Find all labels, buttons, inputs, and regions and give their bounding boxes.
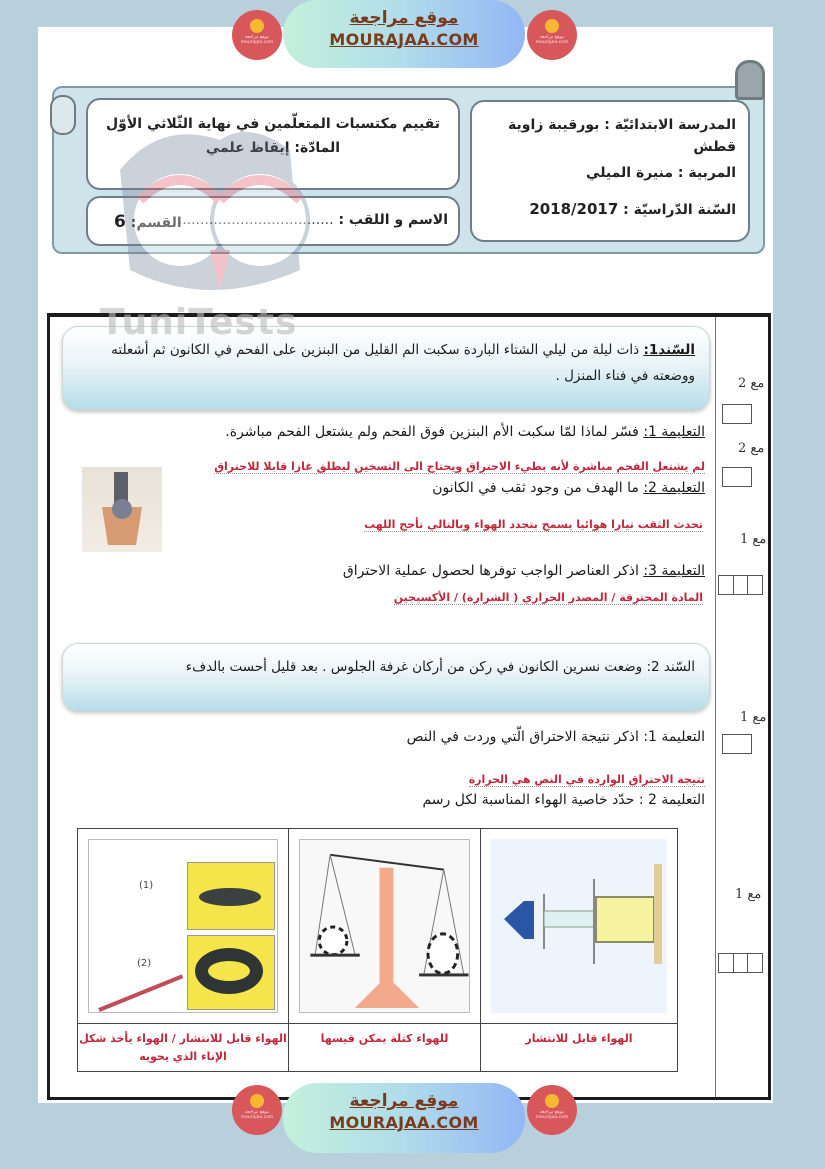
tunitests-watermark: TuniTests <box>100 302 298 343</box>
mourajaa-logo-badge-right[interactable]: موقع مراجعة mourajaa.com <box>527 10 577 60</box>
sanad-2-text: وضعت نسرين الكانون في ركن من أركان غرفة الجلوس . بعد قليل أحست بالدفء <box>185 659 643 675</box>
school-info-box <box>470 100 750 242</box>
subject-label: المادّة: إيقاظ علمي <box>205 140 341 156</box>
school-name: المدرسة الابتدائيّة : بورقيبة زاوية قطش <box>508 117 736 155</box>
answer-4[interactable]: نتيجة الاحتراق الواردة في النص هي الحرارة <box>468 773 705 786</box>
answer-1[interactable]: لم يشتعل الفحم مباشرة لأنه بطيء الاحتراق ويحتاج الى التسخين ليطلق غازا قابلا للاحتراق <box>214 460 705 473</box>
score-label-2: مع 2 <box>738 441 765 456</box>
question-4: التعليمة 1: اذكر نتيجة الاحتراق الّتي وردت في النص <box>406 729 705 745</box>
score-box-4[interactable] <box>722 734 752 754</box>
book-icon <box>250 1094 264 1108</box>
score-grid-3[interactable] <box>718 575 763 595</box>
question-5: التعليمة 2 : حدّد خاصية الهواء المناسبة لكل رسم <box>422 792 705 808</box>
exam-title: تقييم مكتسبات المتعلّمين في نهاية الثّلاثي الأوّل <box>106 116 440 132</box>
book-icon <box>545 19 559 33</box>
sanad-2-box <box>62 643 710 711</box>
score-label-5: مع 1 <box>735 887 762 902</box>
score-box-2[interactable] <box>722 467 752 487</box>
question-1: التعليمة 1: فسّر لماذا لمّا سكبت الأم البنزين فوق الفحم ولم يشتعل الفحم مباشرة. <box>225 424 705 440</box>
syringe-answer-cell[interactable]: الهواء قابل للانتشار <box>480 1023 677 1071</box>
exam-title-box <box>86 98 460 190</box>
score-label-3: مع 1 <box>740 532 767 547</box>
balance-answer-cell[interactable]: للهواء كتلة يمكن قيسها <box>288 1023 480 1071</box>
answer-3[interactable]: المادة المحترقة / المصدر الحراري ( الشرارة) / الأكسيجين <box>393 591 703 604</box>
class-value: 6 <box>114 212 126 232</box>
class-field: القسم: 6 <box>114 212 182 232</box>
banner-arabic-title[interactable]: موقع مراجعة <box>349 1091 459 1111</box>
site-banner-top[interactable] <box>283 0 525 68</box>
ring-image-cell <box>78 829 288 1023</box>
school-year: السّنة الدّراسيّة : 2018/2017 <box>529 200 736 218</box>
inflatable-ring-image: (1) (2) <box>88 839 278 1013</box>
sanad-2-label: السّند 2: <box>646 659 695 675</box>
mourajaa-logo-badge-right[interactable]: موقع مراجعة mourajaa.com <box>527 1085 577 1135</box>
score-label-4: مع 1 <box>740 710 767 725</box>
balance-scale-image <box>299 839 470 1013</box>
answer-2[interactable]: تحدث الثقب تيارا هوائيا يسمح بتجدد الهواء وبالتالي تأجج اللهب <box>364 518 703 531</box>
banner-site-link[interactable]: MOURAJAA.COM <box>329 30 479 49</box>
teacher-name: المربية : منيرة الميلي <box>586 165 736 181</box>
mourajaa-logo-badge-left[interactable]: موقع مراجعة mourajaa.com <box>232 1085 282 1135</box>
scroll-curl-icon <box>50 95 76 135</box>
mourajaa-logo-badge-left[interactable]: موقع مراجعة mourajaa.com <box>232 10 282 60</box>
syringe-image <box>491 839 667 1013</box>
sanad-1-text: ذات ليلة من ليلي الشتاء الباردة سكبت الم القليل من البنزين على الفحم في الكانون ثم أشعلته ووضعته في فناء المنزل . <box>111 342 695 384</box>
name-field[interactable]: ................................... <box>177 212 334 228</box>
question-3: التعليمة 3: اذكر العناصر الواجب توفرها لحصول عملية الاحتراق <box>342 563 705 579</box>
score-grid-5[interactable] <box>718 953 763 973</box>
scroll-curl-icon <box>735 60 765 100</box>
question-2: التعليمة 2: ما الهدف من وجود ثقب في الكانون <box>432 480 705 496</box>
air-properties-table <box>77 828 678 1072</box>
score-label-1: مع 2 <box>738 376 765 391</box>
name-label: الاسم و اللقب : <box>338 212 448 228</box>
score-column-divider <box>715 317 716 1097</box>
balance-image-cell <box>288 829 480 1023</box>
banner-site-link[interactable]: MOURAJAA.COM <box>329 1113 479 1132</box>
score-box-1[interactable] <box>722 404 752 424</box>
year-value: 2018/2017 <box>529 200 619 218</box>
site-banner-bottom[interactable] <box>283 1083 525 1153</box>
kanoun-brazier-image <box>82 467 162 552</box>
sanad-1-label: السّند1: <box>643 342 695 358</box>
book-icon <box>250 19 264 33</box>
banner-arabic-title[interactable]: موقع مراجعة <box>349 8 459 28</box>
ring-answer-cell[interactable]: الهواء قابل للانتشار / الهواء يأخذ شكل الإناء الذي يحويه <box>78 1023 288 1071</box>
student-info-box <box>86 196 460 246</box>
syringe-image-cell <box>480 829 677 1023</box>
book-icon <box>545 1094 559 1108</box>
